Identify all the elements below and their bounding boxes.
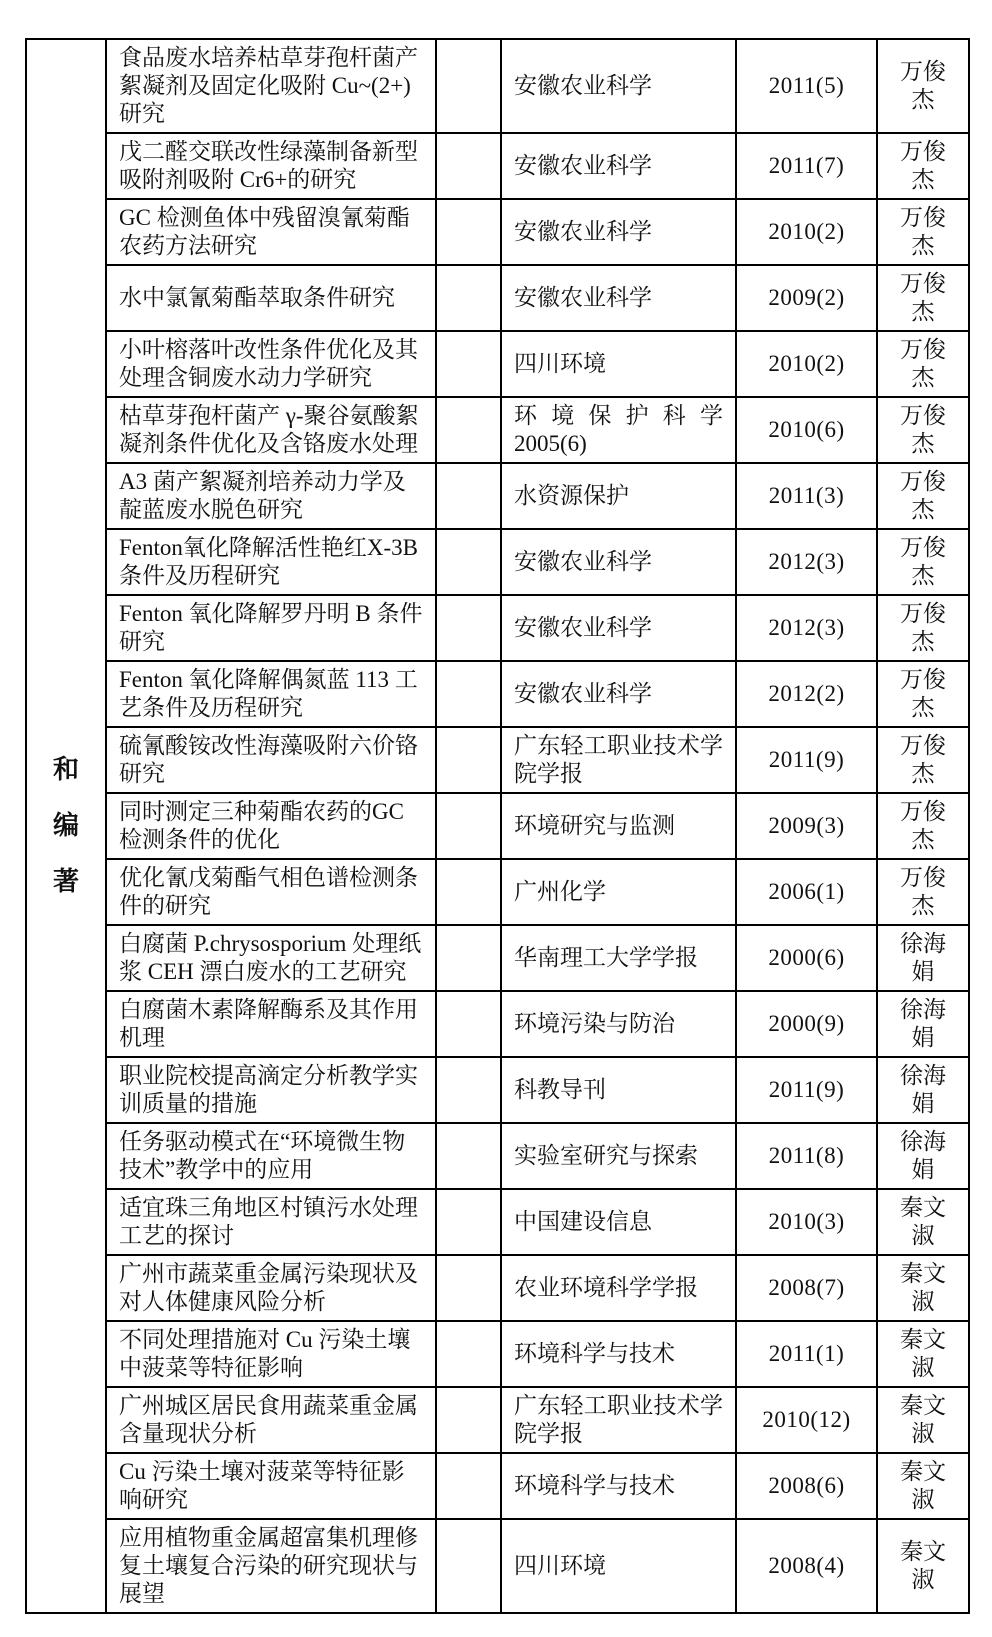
author-cell: 万俊杰	[877, 397, 969, 463]
year-issue-cell: 2010(2)	[736, 199, 877, 265]
table-row	[26, 39, 969, 133]
table-row	[26, 727, 969, 793]
journal-cell: 安徽农业科学	[501, 529, 736, 595]
paper-title-cell: 不同处理措施对 Cu 污染土壤中菠菜等特征影响	[106, 1321, 436, 1387]
table-row	[26, 859, 969, 925]
journal-cell: 广东轻工职业技术学院学报	[501, 727, 736, 793]
category-label-char: 和	[52, 755, 79, 784]
paper-title-cell: 枯草芽孢杆菌产 γ-聚谷氨酸絮凝剂条件优化及含铬废水处理	[106, 397, 436, 463]
journal-cell: 广州化学	[501, 859, 736, 925]
year-issue-cell: 2010(2)	[736, 331, 877, 397]
paper-title-cell: 适宜珠三角地区村镇污水处理工艺的探讨	[106, 1189, 436, 1255]
paper-title-cell: GC 检测鱼体中残留溴氰菊酯农药方法研究	[106, 199, 436, 265]
blank-cell	[436, 925, 501, 991]
table-row	[26, 1123, 969, 1189]
blank-cell	[436, 397, 501, 463]
author-cell: 秦文淑	[877, 1387, 969, 1453]
table-row	[26, 463, 969, 529]
table-row	[26, 793, 969, 859]
year-issue-cell: 2011(9)	[736, 1057, 877, 1123]
author-cell: 徐海娟	[877, 925, 969, 991]
year-issue-cell: 2011(5)	[736, 39, 877, 133]
author-cell: 万俊杰	[877, 661, 969, 727]
journal-cell: 安徽农业科学	[501, 39, 736, 133]
table-row	[26, 661, 969, 727]
table-row	[26, 397, 969, 463]
table-row	[26, 331, 969, 397]
table-row	[26, 1189, 969, 1255]
blank-cell	[436, 1123, 501, 1189]
author-cell: 秦文淑	[877, 1321, 969, 1387]
blank-cell	[436, 727, 501, 793]
journal-cell: 科教导刊	[501, 1057, 736, 1123]
category-label-char: 编	[52, 811, 79, 840]
journal-cell: 四川环境	[501, 1519, 736, 1613]
paper-title-cell: Cu 污染土壤对菠菜等特征影响研究	[106, 1453, 436, 1519]
blank-cell	[436, 661, 501, 727]
year-issue-cell: 2011(8)	[736, 1123, 877, 1189]
journal-cell: 安徽农业科学	[501, 265, 736, 331]
table-row	[26, 1321, 969, 1387]
publications-table-body	[26, 39, 969, 1613]
blank-cell	[436, 199, 501, 265]
author-cell: 万俊杰	[877, 529, 969, 595]
year-issue-cell: 2008(6)	[736, 1453, 877, 1519]
blank-cell	[436, 133, 501, 199]
year-issue-cell: 2012(2)	[736, 661, 877, 727]
author-cell: 秦文淑	[877, 1189, 969, 1255]
journal-cell: 农业环境科学学报	[501, 1255, 736, 1321]
year-issue-cell: 2011(1)	[736, 1321, 877, 1387]
author-cell: 万俊杰	[877, 859, 969, 925]
journal-cell: 实验室研究与探索	[501, 1123, 736, 1189]
journal-cell: 水资源保护	[501, 463, 736, 529]
journal-cell: 环境污染与防治	[501, 991, 736, 1057]
category-label-stack	[39, 756, 93, 896]
year-issue-cell: 2000(6)	[736, 925, 877, 991]
table-row	[26, 529, 969, 595]
table-row	[26, 1057, 969, 1123]
author-cell: 徐海娟	[877, 1123, 969, 1189]
paper-title-cell: 硫氰酸铵改性海藻吸附六价铬研究	[106, 727, 436, 793]
author-cell: 秦文淑	[877, 1519, 969, 1613]
blank-cell	[436, 991, 501, 1057]
author-cell: 万俊杰	[877, 727, 969, 793]
blank-cell	[436, 1321, 501, 1387]
year-issue-cell: 2012(3)	[736, 529, 877, 595]
table-row	[26, 265, 969, 331]
year-issue-cell: 2011(3)	[736, 463, 877, 529]
author-cell: 秦文淑	[877, 1255, 969, 1321]
table-row	[26, 1453, 969, 1519]
author-cell: 万俊杰	[877, 463, 969, 529]
publications-table	[25, 38, 970, 1614]
year-issue-cell: 2010(6)	[736, 397, 877, 463]
author-cell: 万俊杰	[877, 265, 969, 331]
category-label-cell	[26, 39, 106, 1613]
paper-title-cell: 戊二醛交联改性绿藻制备新型吸附剂吸附 Cr6+的研究	[106, 133, 436, 199]
journal-cell: 安徽农业科学	[501, 133, 736, 199]
table-row	[26, 595, 969, 661]
journal-cell: 中国建设信息	[501, 1189, 736, 1255]
paper-title-cell: 白腐菌 P.chrysosporium 处理纸浆 CEH 漂白废水的工艺研究	[106, 925, 436, 991]
blank-cell	[436, 1519, 501, 1613]
journal-cell: 安徽农业科学	[501, 661, 736, 727]
paper-title-cell: 白腐菌木素降解酶系及其作用机理	[106, 991, 436, 1057]
year-issue-cell: 2000(9)	[736, 991, 877, 1057]
journal-cell: 环境研究与监测	[501, 793, 736, 859]
year-issue-cell: 2010(12)	[736, 1387, 877, 1453]
blank-cell	[436, 595, 501, 661]
table-row	[26, 199, 969, 265]
year-issue-cell: 2011(9)	[736, 727, 877, 793]
paper-title-cell: Fenton 氧化降解偶氮蓝 113 工艺条件及历程研究	[106, 661, 436, 727]
year-issue-cell: 2012(3)	[736, 595, 877, 661]
year-issue-cell: 2010(3)	[736, 1189, 877, 1255]
journal-cell: 安徽农业科学	[501, 199, 736, 265]
year-issue-cell: 2006(1)	[736, 859, 877, 925]
year-issue-cell: 2008(7)	[736, 1255, 877, 1321]
paper-title-cell: Fenton氧化降解活性艳红X-3B条件及历程研究	[106, 529, 436, 595]
author-cell: 万俊杰	[877, 39, 969, 133]
paper-title-cell: Fenton 氧化降解罗丹明 B 条件研究	[106, 595, 436, 661]
author-cell: 万俊杰	[877, 793, 969, 859]
paper-title-cell: A3 菌产絮凝剂培养动力学及靛蓝废水脱色研究	[106, 463, 436, 529]
blank-cell	[436, 1057, 501, 1123]
paper-title-cell: 食品废水培养枯草芽孢杆菌产絮凝剂及固定化吸附 Cu~(2+)研究	[106, 39, 436, 133]
author-cell: 秦文淑	[877, 1453, 969, 1519]
table-row	[26, 1255, 969, 1321]
blank-cell	[436, 793, 501, 859]
table-row	[26, 991, 969, 1057]
blank-cell	[436, 529, 501, 595]
paper-title-cell: 广州市蔬菜重金属污染现状及对人体健康风险分析	[106, 1255, 436, 1321]
author-cell: 万俊杰	[877, 133, 969, 199]
paper-title-cell: 应用植物重金属超富集机理修复土壤复合污染的研究现状与展望	[106, 1519, 436, 1613]
journal-cell: 四川环境	[501, 331, 736, 397]
blank-cell	[436, 1453, 501, 1519]
blank-cell	[436, 1189, 501, 1255]
category-label-char: 著	[52, 867, 79, 896]
author-cell: 徐海娟	[877, 991, 969, 1057]
paper-title-cell: 水中氯氰菊酯萃取条件研究	[106, 265, 436, 331]
table-row	[26, 925, 969, 991]
author-cell: 徐海娟	[877, 1057, 969, 1123]
paper-title-cell: 优化氰戊菊酯气相色谱检测条件的研究	[106, 859, 436, 925]
blank-cell	[436, 463, 501, 529]
journal-cell: 广东轻工职业技术学院学报	[501, 1387, 736, 1453]
blank-cell	[436, 1387, 501, 1453]
blank-cell	[436, 859, 501, 925]
journal-cell: 环境保护科学 2005(6)	[501, 397, 736, 463]
paper-title-cell: 同时测定三种菊酯农药的GC检测条件的优化	[106, 793, 436, 859]
journal-cell: 安徽农业科学	[501, 595, 736, 661]
year-issue-cell: 2011(7)	[736, 133, 877, 199]
table-row	[26, 1519, 969, 1613]
year-issue-cell: 2008(4)	[736, 1519, 877, 1613]
journal-cell: 环境科学与技术	[501, 1321, 736, 1387]
blank-cell	[436, 39, 501, 133]
paper-title-cell: 小叶榕落叶改性条件优化及其处理含铜废水动力学研究	[106, 331, 436, 397]
paper-title-cell: 职业院校提高滴定分析教学实训质量的措施	[106, 1057, 436, 1123]
author-cell: 万俊杰	[877, 595, 969, 661]
journal-cell: 华南理工大学学报	[501, 925, 736, 991]
author-cell: 万俊杰	[877, 331, 969, 397]
blank-cell	[436, 265, 501, 331]
paper-title-cell: 广州城区居民食用蔬菜重金属含量现状分析	[106, 1387, 436, 1453]
table-row	[26, 133, 969, 199]
table-row	[26, 1387, 969, 1453]
blank-cell	[436, 331, 501, 397]
blank-cell	[436, 1255, 501, 1321]
year-issue-cell: 2009(3)	[736, 793, 877, 859]
journal-cell: 环境科学与技术	[501, 1453, 736, 1519]
author-cell: 万俊杰	[877, 199, 969, 265]
year-issue-cell: 2009(2)	[736, 265, 877, 331]
paper-title-cell: 任务驱动模式在“环境微生物技术”教学中的应用	[106, 1123, 436, 1189]
